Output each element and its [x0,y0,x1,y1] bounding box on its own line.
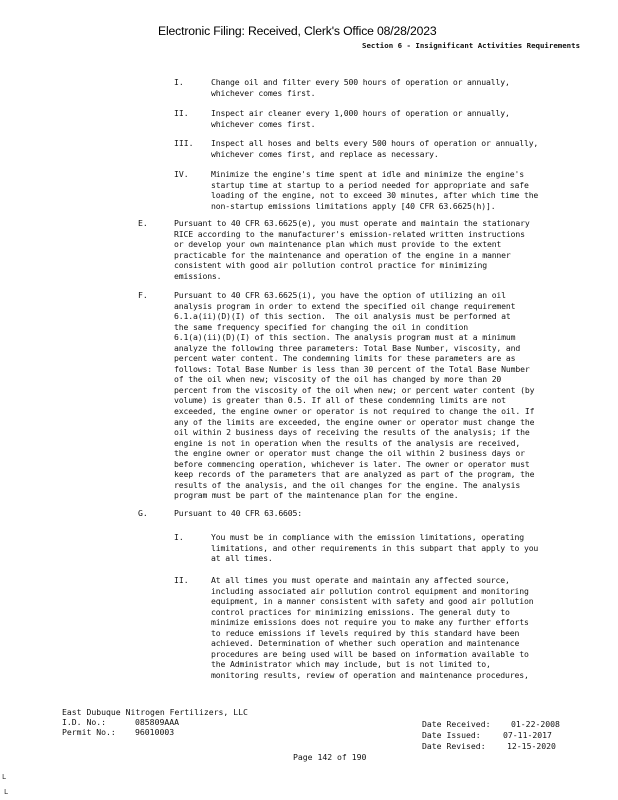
text-line: the Administrator which may include, but is not limited to, [211,659,491,670]
item-text [211,77,510,98]
footer-received-label: Date Received: [422,719,491,729]
text-line: procedures are being used will be based on information available to [211,648,529,659]
text-line: percent water content. The condemning limits for these parameters are as [174,353,516,364]
text-line: emissions. [174,270,222,281]
text-line: of the oil when new; viscosity of the oil has changed by more than 20 [174,374,502,385]
item-label: I. [174,77,184,87]
text-line: loading of the engine, not to exceed 30 minutes, after which time the [211,190,539,201]
footer-issued-value: 07-11-2017 [503,730,552,740]
item-label: G. [138,508,148,518]
text-line: including associated air pollution control equipment and monitoring [211,585,529,596]
text-line: Pursuant to 40 CFR 63.6625(i), you have the option of utilizing an oil [174,290,506,300]
footer-revised-value: 12-15-2020 [507,741,556,751]
item-label: F. [138,290,148,300]
item-label: III. [174,138,194,148]
margin-mark: L [4,788,9,796]
text-line: analyze the following three parameters: Total Base Number, viscosity, and [174,342,521,353]
text-line: the engine owner or operator must change the oil within 2 business days or [174,448,525,459]
text-line: Pursuant to 40 CFR 63.6605: [174,508,303,518]
text-line: analysis program in order to extend the specified oil change requirement [174,300,516,311]
text-line: Pursuant to 40 CFR 63.6625(e), you must operate and maintain the stationary [174,218,530,228]
footer-company: East Dubuque Nitrogen Fertilizers, LLC [62,707,248,717]
footer-received-value: 01-22-2008 [511,719,560,729]
text-line: whichever comes first. [211,118,316,129]
text-line: achieved. Determination of whether such operation and maintenance [211,638,520,649]
footer-id-label: I.D. No.: [62,717,107,727]
item-text [174,290,534,501]
item-text [174,508,302,519]
text-line: control practices for minimizing emissions. The general duty to [211,606,510,617]
text-line: Minimize the engine's time spent at idle and minimize the engine's [211,169,524,179]
text-line: or develop your own maintenance plan which must provide to the extent [174,239,502,250]
text-line: 6.1(a)(ii)(D)(I) of this section. The analysis program must at a minimum [174,332,516,343]
text-line: whichever comes first, and replace as necessary. [211,148,439,159]
item-label: II. [174,575,189,585]
text-line: startup time at startup to a period needed for appropriate and safe [211,179,529,190]
text-line: results of the analysis, and the oil changes for the engine. The analysis [174,479,521,490]
section-header: Section 6 - Insignificant Activities Requirements [362,41,581,50]
text-line: engine is not in operation when the results of the analysis are received, [174,437,521,448]
text-line: 6.1.a(ii)(D)(I) of this section. The oil analysis must be performed at [174,311,511,322]
text-line: practicable for the maintenance and operation of the engine in a manner [174,249,511,260]
text-line: the same frequency specified for changing the oil in condition [174,321,468,332]
item-text [174,218,530,281]
text-line: monitoring results, review of operation and maintenance procedures, [211,669,529,680]
footer-revised-label: Date Revised: [422,741,486,751]
footer-permit-value: 96010003 [135,727,175,737]
item-text [211,575,533,680]
page-number: Page 142 of 190 [293,752,367,762]
margin-mark: L [2,773,7,781]
text-line: limitations, and other requirements in this subpart that apply to you [211,542,539,553]
footer-permit-label: Permit No.: [62,727,116,737]
text-line: percent from the viscosity of the oil when new; or percent water content (by [174,384,535,395]
item-label: E. [138,218,148,228]
filing-stamp: Electronic Filing: Received, Clerk's Office 08/28/2023 [158,24,437,38]
text-line: consistent with good air pollution control practice for minimizing [174,260,487,271]
text-line: exceeded, the engine owner or operator is not required to change the oil. If [174,406,535,417]
text-line: any of the limits are exceeded, the engine owner or operator must change the [174,416,535,427]
text-line: non-startup emissions limitations apply [40 CFR 63.6625(h)]. [211,200,496,211]
text-line: at all times. [211,553,273,564]
text-line: Change oil and filter every 500 hours of operation or annually, [211,77,510,87]
text-line: before commencing operation, whichever is later. The owner or operator must [174,458,530,469]
text-line: You must be in compliance with the emission limitations, operating [211,532,524,542]
item-label: I. [174,532,184,542]
text-line: At all times you must operate and maintain any affected source, [211,575,510,585]
item-label: IV. [174,169,189,179]
text-line: keep records of the parameters that are analyzed as part of the program, the [174,469,535,480]
text-line: to reduce emissions if levels required by this standard have been [211,627,520,638]
item-text [211,532,538,564]
item-text [211,169,538,211]
text-line: equipment, in a manner consistent with safety and good air pollution [211,596,534,607]
text-line: minimize emissions does not require you to make any further efforts [211,617,529,628]
footer-id-value: 085809AAA [135,717,180,727]
text-line: Inspect air cleaner every 1,000 hours of operation or annually, [211,108,510,118]
item-text [211,138,538,159]
footer-issued-label: Date Issued: [422,730,481,740]
text-line: RICE according to the manufacturer's emission-related written instructions [174,228,525,239]
item-label: II. [174,108,189,118]
text-line: Inspect all hoses and belts every 500 hours of operation or annually, [211,138,539,148]
text-line: program must be part of the maintenance plan for the engine. [174,490,459,501]
text-line: whichever comes first. [211,87,316,98]
item-text [211,108,510,129]
text-line: oil within 2 business days of receiving the results of the analysis; if the [174,427,530,438]
text-line: volume) is greater than 0.5. If all of these condemning limits are not [174,395,506,406]
text-line: follows: Total Base Number is less than 30 percent of the Total Base Number [174,363,530,374]
